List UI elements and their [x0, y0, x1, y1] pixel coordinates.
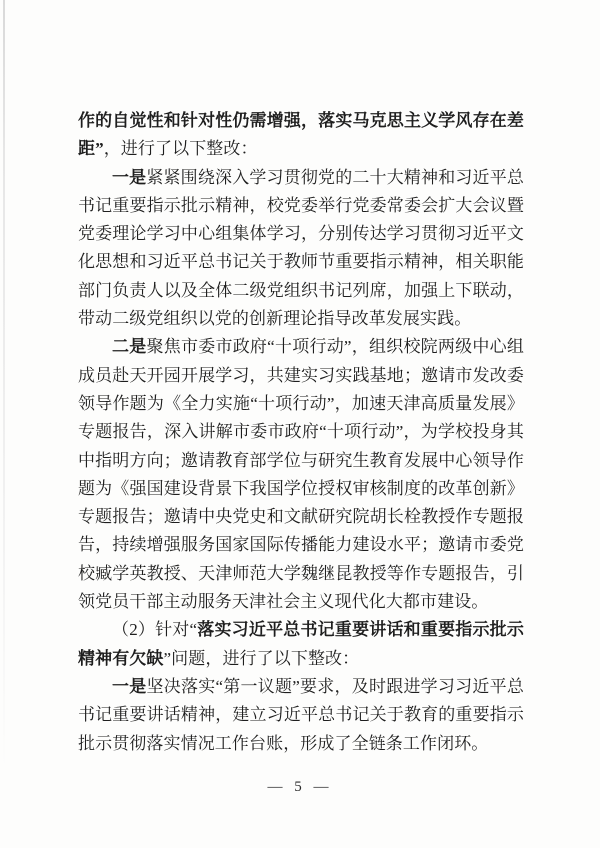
- item-marker-yishi: 一是: [112, 167, 147, 187]
- paragraph-rectification-item-2: [78, 333, 524, 616]
- paragraph-rectification-item-1: [78, 164, 524, 334]
- problem-quote-text: 作的自觉性和针对性仍需增强，落实马克思主义学风存在差距”: [78, 111, 524, 159]
- problem-2-tail-text: ”问题，进行了以下整改：: [163, 648, 360, 668]
- problem-2-lead-text: （2）针对“: [112, 620, 198, 640]
- document-body: [78, 107, 524, 758]
- item-marker-yishi-2: 一是: [112, 676, 147, 696]
- paragraph-problem-2-heading: [78, 616, 524, 673]
- paragraph-problem-2-item-1: [78, 673, 524, 758]
- item-marker-ershi: 二是: [112, 337, 147, 357]
- paragraph-continued-problem-quote: [78, 107, 524, 164]
- item-2-body-text: 聚焦市委市政府“十项行动”，组织校院两级中心组成员赴天开园开展学习，共建实习实践基地；邀请市发改委领导作题为《全力实施“十项行动”，加速天津高质量发展》专题报告，深入讲解市委市政府“十项行动”，为学校投身其中指明方向；邀请教育部学位与研究生教育发展中心领导作题为《强国建设背景下我国学位授权审核制度的改革创新》专题报告；邀请中央党史和文献研究院胡长栓教授作专题报告，持续增强服务国家国际传播能力建设水平；邀请市委党校臧学英教授、天津师范大学魏继昆教授等作专题报告，引领党员干部主动服务天津社会主义现代化大都市建设。: [78, 337, 524, 612]
- item-1-body-text: 紧紧围绕深入学习贯彻党的二十大精神和习近平总书记重要指示批示精神，校党委举行党委常委会扩大会议暨党委理论学习中心组集体学习，分别传达学习贯彻习近平文化思想和习近平总书记关于教师节重要指示精神，相关职能部门负责人以及全体二级党组织书记列席，加强上下联动，带动二级党组织以党的创新理论指导改革发展实践。: [78, 167, 524, 329]
- scan-edge-artifact: [3, 0, 5, 770]
- problem-2-item-1-body-text: 坚决落实“第一议题”要求，及时跟进学习习近平总书记重要讲话精神，建立习近平总书记关于教育的重要指示批示贯彻落实情况工作台账，形成了全链条工作闭环。: [78, 676, 524, 753]
- page-number: — 5 —: [267, 779, 333, 795]
- problem-quote-tail: ，进行了以下整改：: [103, 139, 258, 159]
- problem-2-quote-text: 落实习近平总书记重要讲话和重要指示批示精神有欠缺: [78, 620, 524, 668]
